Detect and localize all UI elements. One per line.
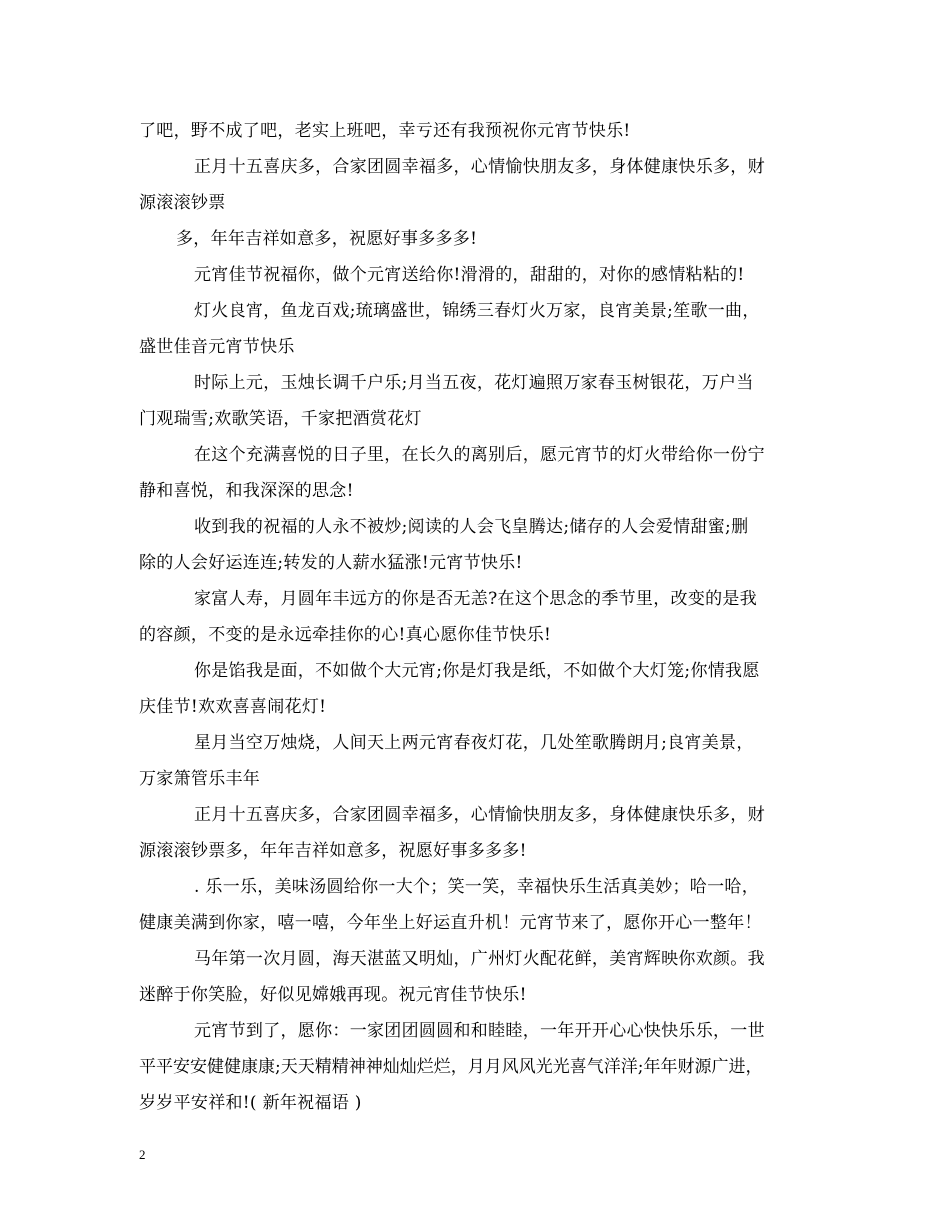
text-line: 收到我的祝福的人永不被炒;阅读的人会飞皇腾达;储存的人会爱情甜蜜;删 [194,517,749,537]
page-number: 2 [139,1147,146,1162]
text-line: 静和喜悦，和我深深的思念! [139,481,354,501]
text-line: 了吧，野不成了吧，老实上班吧，幸亏还有我预祝你元宵节快乐! [139,121,631,141]
text-line: 源滚滚钞票多，年年吉祥如意多，祝愿好事多多多! [139,841,527,861]
text-line: . 乐一乐，美味汤圆给你一大个；笑一笑，幸福快乐生活真美妙；哈一哈， [194,877,760,897]
text-line: 盛世佳音元宵节快乐 [139,337,295,357]
text-line: 的容颜，不变的是永远牵挂你的心!真心愿你佳节快乐! [139,625,552,645]
text-line: 在这个充满喜悦的日子里，在长久的离别后，愿元宵节的灯火带给你一份宁 [194,445,765,465]
text-line: 平平安安健健康康;天天精精神神灿灿烂烂，月月风风光光喜气洋洋;年年财源广进， [139,1057,763,1077]
text-line: 灯火良宵，鱼龙百戏;琉璃盛世，锦绣三春灯火万家，良宵美景;笙歌一曲， [194,301,760,321]
text-line: 庆佳节!欢欢喜喜闹花灯! [139,697,327,717]
text-line: 岁岁平安祥和!( 新年祝福语 ) [139,1093,362,1113]
text-line: 马年第一次月圆，海天湛蓝又明灿，广州灯火配花鲜，美宵辉映你欢颜。我 [194,949,765,969]
text-line: 家富人寿，月圆年丰远方的你是否无恙?在这个思念的季节里，改变的是我 [194,589,758,609]
text-line: 正月十五喜庆多，合家团圆幸福多，心情愉快朋友多，身体健康快乐多，财 [194,805,765,825]
text-line: 你是馅我是面，不如做个大元宵;你是灯我是纸，不如做个大灯笼;你情我愿 [194,661,760,681]
text-line: 健康美满到你家，嘻一嘻，今年坐上好运直升机！元宵节来了，愿你开心一整年！ [139,913,762,933]
text-line: 正月十五喜庆多，合家团圆幸福多，心情愉快朋友多，身体健康快乐多，财 [194,157,765,177]
text-line: 除的人会好运连连;转发的人薪水猛涨!元宵节快乐! [139,553,523,573]
text-line: 迷醉于你笑脸，好似见嫦娥再现。祝元宵佳节快乐! [139,985,527,1005]
text-line: 时际上元，玉烛长调千户乐;月当五夜，花灯遍照万家春玉树银花，万户当 [194,373,754,393]
text-line: 元宵节到了，愿你：一家团团圆圆和和睦睦，一年开开心心快快乐乐，一世 [194,1021,765,1041]
text-line: 元宵佳节祝福你，做个元宵送给你!滑滑的，甜甜的，对你的感情粘粘的! [194,265,745,285]
text-line: 门观瑞雪;欢歌笑语，千家把酒赏花灯 [139,409,422,429]
text-line: 万家箫管乐丰年 [139,769,261,789]
text-line: 源滚滚钞票 [139,193,226,213]
text-line: 星月当空万烛烧，人间天上两元宵春夜灯花，几处笙歌腾朗月;良宵美景， [194,733,754,753]
text-line: 多，年年吉祥如意多，祝愿好事多多多! [176,229,478,249]
